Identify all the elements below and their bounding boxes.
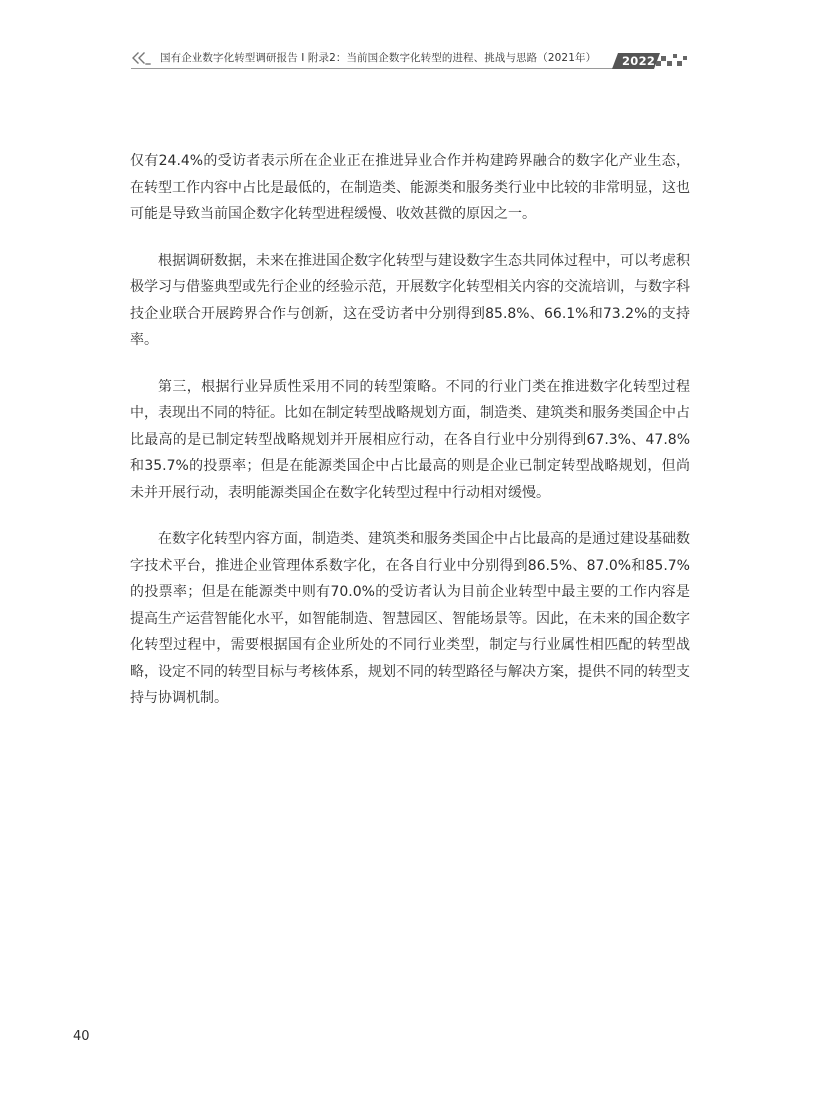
year-label: 2022 <box>622 54 656 68</box>
header-divider <box>131 68 617 69</box>
paragraph-2: 根据调研数据，未来在推进国企数字化转型与建设数字生态共同体过程中，可以考虑积极学习与借鉴典型或先行企业的经验示范，开展数字化转型相关内容的交流培训，与数字科技企业联合开展跨界合作与创新，这在受访者中分别得到85.8%、66.1%和73.2%的支持率。 <box>130 252 690 348</box>
page-header <box>0 0 816 80</box>
paragraph-3: 第三，根据行业异质性采用不同的转型策略。不同的行业门类在推进数字化转型过程中，表现出不同的特征。比如在制定转型战略规划方面，制造类、建筑类和服务类国企中占比最高的是已制定转型战略规划并开展相应行动，在各自行业中分别得到67.3%、47.8%和35.7%的投票率；但是在能源类国企中占比最高的则是企业已制定转型战略规划，但尚未并开展行动，表明能源类国企在数字化转型过程中行动相对缓慢。 <box>130 378 690 501</box>
page-number: 40 <box>73 1029 90 1044</box>
double-chevron-logo-icon <box>131 52 151 66</box>
paragraph-4: 在数字化转型内容方面，制造类、建筑类和服务类国企中占比最高的是通过建设基础数字技术平台，推进企业管理体系数字化，在各自行业中分别得到86.5%、87.0%和85.7%的投票率；但是在能源类中则有70.0%的受访者认为目前企业转型中最主要的工作内容是提高生产运营智能化水平，如智能制造、智慧园区、智能场景等。因此，在未来的国企数字化转型过程中，需要根据国有企业所处的不同行业类型，制定与行业属性相匹配的转型战略，设定不同的转型目标与考核体系，规划不同的转型路径与解决方案，提供不同的转型支持与协调机制。 <box>130 531 690 706</box>
paragraph-1: 仅有24.4%的受访者表示所在企业正在推进异业合作并构建跨界融合的数字化产业生态，在转型工作内容中占比是最低的，在制造类、能源类和服务类行业中比较的非常明显，这也可能是导致当前国企数字化转型进程缓慢、收效甚微的原因之一。 <box>130 153 690 222</box>
pixel-decoration-icon <box>652 52 688 68</box>
report-running-title: 国有企业数字化转型调研报告 Ⅰ 附录2：当前国企数字化转型的进程、挑战与思路（2021年） <box>160 52 597 64</box>
main-content <box>130 148 690 732</box>
